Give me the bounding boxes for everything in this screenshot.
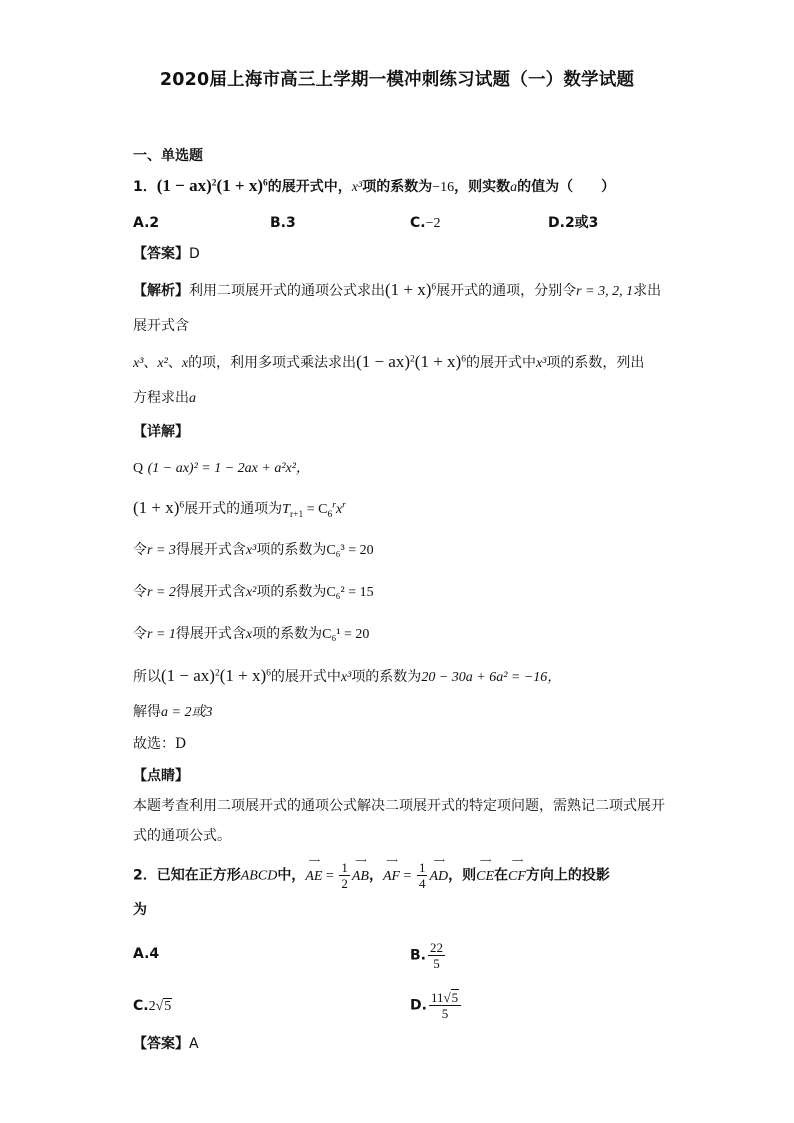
q2-option-d[interactable]: D. $\frac{11√5}{5}$ <box>410 990 463 1021</box>
q1-option-d[interactable]: D.2或3 <box>548 215 599 231</box>
section-heading: 一、单选题 <box>133 148 203 164</box>
q1-expr-a: (1 − ax) <box>156 176 212 195</box>
q1-analysis-line1: 【解析】利用二项展开式的通项公式求出$(1 + x)^6$展开式的通项，分别令r = 3, 2, 1求出 <box>133 280 662 299</box>
q1-detail-line1: Q (1 − ax)² = 1 − 2ax + a²x²， <box>133 461 310 476</box>
q2-stem-line1: 2．已知在正方形ABCD中， ⟶ AE = $\frac{1}{2}$ ⟶ AB， ⟶ AF = $\frac{1}{4}$ ⟶ AD，则 ⟶ CE在 ⟶ CF方向上的投影 <box>133 855 610 891</box>
q1-option-c[interactable]: C.−2 <box>410 215 441 231</box>
q1-analysis-line2: 展开式含 <box>133 318 189 334</box>
page-title: 2020届上海市高三上学期一模冲刺练习试题（一）数学试题 <box>159 70 635 90</box>
q1-detail-line6: 所以$(1 - ax)^2(1 + x)^6$的展开式中x³项的系数为20 − 30a + 6a² = −16， <box>133 666 562 685</box>
fraction-22-5: $\frac{22}{5}$ <box>430 940 443 971</box>
q2-option-b[interactable]: B. $\frac{22}{5}$ <box>410 940 443 971</box>
q1-number: 1． <box>133 179 157 195</box>
vector-ab: ⟶ AB <box>351 855 369 884</box>
fraction-one-quarter: $\frac{1}{4}$ <box>418 860 426 891</box>
q1-detail-line4: 令r = 2得展开式含x²项的系数为C₆² = 15 <box>133 584 374 600</box>
q1-comment-line1: 本题考查利用二项展开式的通项公式解决二项展开式的特定项问题，需熟记二项式展开 <box>133 798 665 814</box>
q1-detail-line7: 解得a = 2或3 <box>133 704 213 720</box>
q1-option-a[interactable]: A.2 <box>133 215 160 231</box>
q1-expr-b: (1 + x) <box>216 176 264 195</box>
vector-ce: ⟶ CE <box>476 855 495 884</box>
sqrt-sign-icon: √ <box>443 990 451 1005</box>
q1-stem: 1．$(1 - ax)^2(1 + x)^6$的展开式中，x³项的系数为−16，则实数a的值为（ ） <box>133 176 616 195</box>
q1-comment-heading: 【点睛】 <box>133 768 189 784</box>
vector-af: ⟶ AF <box>382 855 401 884</box>
vector-ad: ⟶ AD <box>429 855 449 884</box>
q2-option-a[interactable]: A.4 <box>133 946 160 962</box>
sqrt-sign-icon: √ <box>155 999 164 1014</box>
q1-detail-heading: 【详解】 <box>133 424 189 440</box>
vector-cf: ⟶ CF <box>508 855 526 884</box>
q2-answer: 【答案】A <box>133 1036 199 1052</box>
q1-answer: 【答案】D <box>133 246 200 262</box>
q2-option-c[interactable]: C.2√5 <box>133 998 172 1014</box>
q2-stem-line2: 为 <box>133 902 147 918</box>
q1-detail-line2: $(1 + x)^6$展开式的通项为$T_{r+1} = C_6^rx^r$ <box>133 498 346 520</box>
q1-option-b[interactable]: B.3 <box>270 215 296 231</box>
q1-analysis-line4: 方程求出a <box>133 390 196 406</box>
q1-detail-line5: 令r = 1得展开式含x项的系数为C₆¹ = 20 <box>133 626 370 642</box>
q1-comment-line2: 式的通项公式。 <box>133 828 231 844</box>
q1-detail-line3: 令r = 3得展开式含x³项的系数为C₆³ = 20 <box>133 542 374 558</box>
vector-ae: ⟶ AE <box>305 855 323 884</box>
fraction-11root5-5: $\frac{11√5}{5}$ <box>429 990 461 1021</box>
q1-analysis-line3: x³、x²、x的项，利用多项式乘法求出$(1 - ax)^2(1 + x)^6$的展开式中x³项的系数，列出 <box>133 352 645 371</box>
fraction-one-half: $\frac{1}{2}$ <box>341 860 348 891</box>
q1-detail-line8: 故选：D <box>133 736 187 752</box>
